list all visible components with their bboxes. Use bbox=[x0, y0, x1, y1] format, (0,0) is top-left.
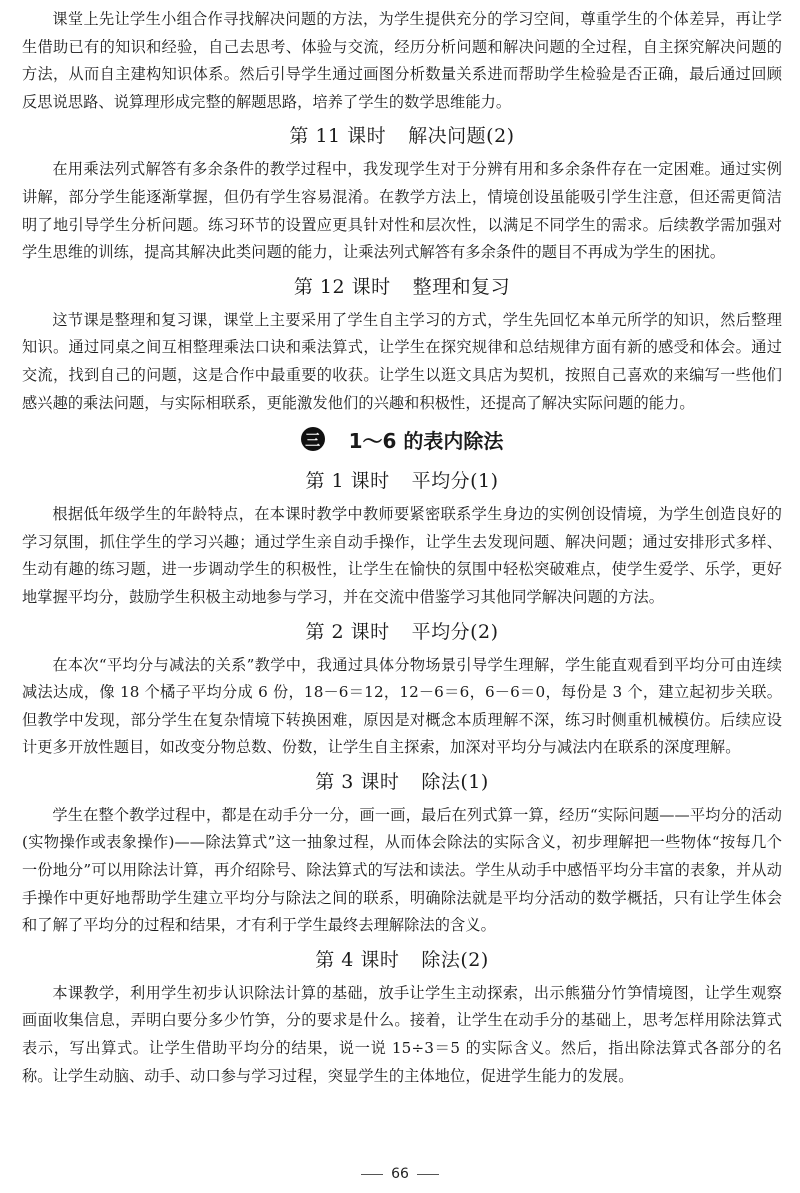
unit-lesson-heading-1 bbox=[22, 461, 782, 501]
lesson-number: 第 11 课时 bbox=[289, 125, 387, 148]
lesson-number: 第 4 课时 bbox=[315, 948, 400, 971]
footer-dash-left bbox=[361, 1174, 383, 1175]
lesson-heading-11 bbox=[22, 116, 782, 156]
footer-dash-right bbox=[417, 1174, 439, 1175]
unit-number-badge: 三 bbox=[301, 427, 325, 451]
lesson-number: 第 12 课时 bbox=[293, 275, 391, 298]
unit-lesson-1-paragraph: 根据低年级学生的年龄特点，在本课时教学中教师要紧密联系学生身边的实例创设情境，为学生创造良好的学习氛围，抓住学生的学习兴趣；通过学生亲自动手操作，让学生去发现问题、解决问题；通过安排形式多样、生动有趣的练习题，进一步调动学生的积极性，让学生在愉快的氛围中轻松突破难点，使学生爱学、乐学，更好地掌握平均分，鼓励学生积极主动地参与学习，并在交流中借鉴学习其他同学解决问题的方法。 bbox=[22, 505, 782, 606]
unit-lesson-4-paragraph: 本课教学，利用学生初步认识除法计算的基础，放手让学生主动探索，出示熊猫分竹笋情境图，让学生观察画面收集信息，弄明白要分多少竹笋，分的要求是什么。接着，让学生在动手分的基础上，思考怎样用除法算式表示，写出算式。让学生借助平均分的结果，说一说 15÷3＝5 的实际含义。然后，指出除法算式各部分的名称。让学生动脑、动手、动口参与学习过程，突显学生的主体地位，促进学生能力的发展。 bbox=[22, 983, 782, 1085]
lesson-title: 解决问题(2) bbox=[408, 125, 515, 148]
lesson-11-paragraph: 在用乘法列式解答有多余条件的教学过程中，我发现学生对于分辨有用和多余条件存在一定困难。通过实例讲解，部分学生能逐渐掌握，但仍有学生容易混淆。在教学方法上，情境创设虽能吸引学生注意，但还需更简洁明了地引导学生分析问题。练习环节的设置应更具针对性和层次性，以满足不同学生的需求。后续教学需加强对学生思维的训练，提高其解决此类问题的能力，让乘法列式解答有多余条件的题目不再成为学生的困扰。 bbox=[22, 160, 782, 262]
lesson-title: 除法(2) bbox=[421, 948, 489, 971]
unit-heading bbox=[22, 417, 782, 461]
lesson-12-paragraph: 这节课是整理和复习课，课堂上主要采用了学生自主学习的方式，学生先回忆本单元所学的知识，然后整理知识。通过同桌之间互相整理乘法口诀和乘法算式，让学生在探究规律和总结规律方面有新的感受和体会。通过交流，找到自己的问题，这是合作中最重要的收获。让学生以逛文具店为契机，按照自己喜欢的来编写一些他们感兴趣的乘法问题，与实际相联系，更能激发他们的兴趣和积极性，还提高了解决实际问题的能力。 bbox=[22, 310, 782, 412]
unit-lesson-heading-2 bbox=[22, 612, 782, 652]
unit-lesson-heading-3 bbox=[22, 762, 782, 802]
unit-lesson-2-paragraph: 在本次“平均分与减法的关系”教学中，我通过具体分物场景引导学生理解，学生能直观看到平均分可由连续减法达成，像 18 个橘子平均分成 6 份，18－6＝12，12－6＝6，6－6＝0，每份是 3 个，建立起初步关联。但教学中发现，部分学生在复杂情境下转换困难，原因是对概念本质理解不深，练习时侧重机械模仿。后续应设计更多开放性题目，如改变分物总数、份数，让学生自主探索，加深对平均分与减法内在联系的深度理解。 bbox=[22, 655, 783, 757]
lesson-title: 平均分(2) bbox=[411, 620, 499, 643]
page-footer bbox=[0, 1162, 800, 1186]
lesson-title: 平均分(1) bbox=[411, 470, 499, 493]
lesson-title: 除法(1) bbox=[421, 770, 489, 793]
unit-lesson-heading-4 bbox=[22, 940, 782, 980]
document-page bbox=[22, 6, 782, 1090]
lesson-number: 第 2 课时 bbox=[305, 620, 390, 643]
intro-paragraph: 课堂上先让学生小组合作寻找解决问题的方法，为学生提供充分的学习空间，尊重学生的个体差异，再让学生借助已有的知识和经验，自己去思考、体验与交流，经历分析问题和解决问题的全过程，自主探究解决问题的方法，从而自主建构知识体系。然后引导学生通过画图分析数量关系进而帮助学生检验是否正确，最后通过回顾反思说思路、说算理形成完整的解题思路，培养了学生的数学思维能力。 bbox=[22, 10, 782, 111]
lesson-number: 第 1 课时 bbox=[305, 470, 390, 493]
unit-title: 1～6 的表内除法 bbox=[348, 428, 504, 453]
lesson-title: 整理和复习 bbox=[412, 275, 511, 298]
lesson-heading-12 bbox=[22, 267, 782, 307]
page-number: 66 bbox=[391, 1166, 409, 1182]
unit-lesson-3-paragraph: 学生在整个教学过程中，都是在动手分一分，画一画，最后在列式算一算，经历“实际问题——平均分的活动(实物操作或表象操作)——除法算式”这一抽象过程，从而体会除法的实际含义，初步理解把一些物体“按每几个一份地分”可以用除法计算，再介绍除号、除法算式的写法和读法。学生从动手中感悟平均分丰富的表象，并从动手操作中更好地帮助学生建立平均分与除法之间的联系，明确除法就是平均分活动的数学概括，只有让学生体会和了解了平均分的过程和结果，才有利于学生最终去理解除法的含义。 bbox=[22, 805, 782, 935]
lesson-number: 第 3 课时 bbox=[315, 770, 400, 793]
